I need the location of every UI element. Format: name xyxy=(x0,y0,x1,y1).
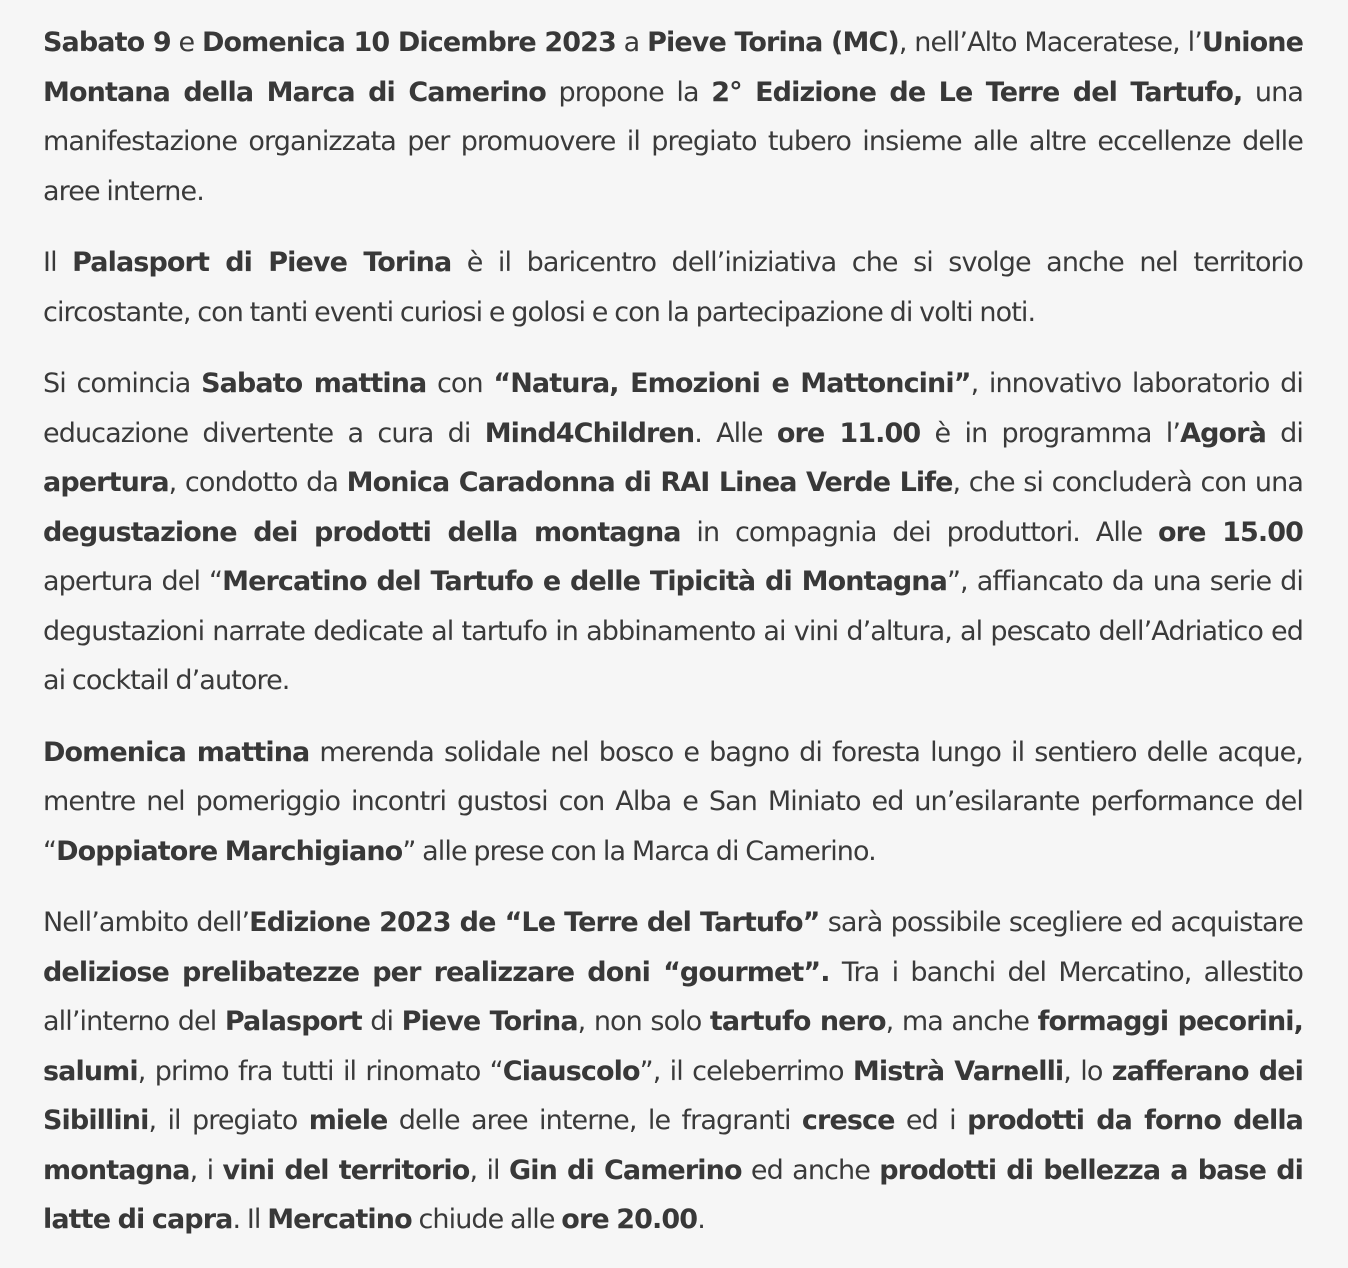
emphasis-text: Domenica 10 Dicembre 2023 xyxy=(202,27,616,58)
emphasis-text: Agorà xyxy=(1180,417,1266,449)
emphasis-text: Pieve Torina xyxy=(401,1006,578,1037)
body-text: è il baricentro dell’iniziativa che si svolge anche nel territorio circostante, con tanti eventi curiosi e golosi e con la partecipazione di volti noti. xyxy=(43,247,1303,328)
body-text: Il xyxy=(43,247,73,278)
emphasis-text: Ciauscolo xyxy=(502,1055,640,1087)
body-text: apertura del “ xyxy=(43,566,223,597)
paragraph-intro xyxy=(43,18,1303,216)
paragraph-sunday xyxy=(43,728,1303,877)
emphasis-text: Mercatino del Tartufo e delle Tipicità di Montagna xyxy=(222,566,947,597)
body-text: ed anche xyxy=(741,1154,880,1186)
body-text: ”, il celeberrimo xyxy=(639,1055,853,1087)
body-text: di xyxy=(1265,417,1303,449)
body-text: , condotto da xyxy=(168,467,347,498)
body-text: con xyxy=(426,368,494,399)
body-text: Si comincia xyxy=(43,368,202,399)
emphasis-text: miele xyxy=(308,1105,388,1136)
body-text: , il xyxy=(469,1154,509,1186)
emphasis-text: Sabato mattina xyxy=(201,368,427,399)
body-text: , primo fra tutti il rinomato “ xyxy=(137,1055,503,1087)
body-text: in compagnia dei produttori. Alle xyxy=(680,516,1159,548)
emphasis-text: deliziose prelibatezze per realizzare doni “gourmet”. xyxy=(43,956,830,988)
body-text: a xyxy=(615,27,648,58)
body-text: , ma anche xyxy=(885,1006,1038,1037)
body-text: delle aree interne, le fragranti xyxy=(387,1105,802,1136)
emphasis-text: Palasport xyxy=(224,1006,362,1037)
body-text: sarà possibile scegliere ed acquistare xyxy=(819,907,1303,938)
body-text: , che si concluderà con una xyxy=(952,467,1303,498)
body-text: una manifestazione organizzata per promuovere il pregiato tubero insieme alle altre eccellenze delle aree interne. xyxy=(43,76,1304,207)
paragraph-mercatino xyxy=(43,898,1303,1245)
emphasis-text: prodotti da forno della montagna xyxy=(43,1105,1304,1186)
body-text: Tra i banchi del Mercatino, allestito all’interno del xyxy=(43,956,1304,1037)
body-text: , lo xyxy=(1063,1055,1112,1087)
emphasis-text: prodotti di bellezza a base di latte di capra xyxy=(43,1154,1303,1235)
emphasis-text: Palasport di Pieve Torina xyxy=(72,247,452,278)
emphasis-text: Sabato 9 xyxy=(43,27,171,58)
emphasis-text: apertura xyxy=(43,467,169,498)
emphasis-text: degustazione dei prodotti della montagna xyxy=(43,516,681,548)
emphasis-text: Unione Montana della Marca di Camerino xyxy=(43,27,1304,108)
emphasis-text: zafferano dei Sibillini xyxy=(43,1055,1303,1136)
emphasis-text: ore 15.00 xyxy=(1158,516,1303,548)
body-text: e xyxy=(170,27,203,58)
body-text: ”, affiancato da una serie di degustazioni narrate dedicate al tartufo in abbinamento ai vini d’altura, al pescato dell’Adriatico ed ai cocktail d’autore. xyxy=(43,566,1303,696)
body-text: . Il xyxy=(232,1204,268,1235)
body-text: chiude alle xyxy=(411,1204,562,1235)
paragraph-palasport xyxy=(43,238,1303,337)
emphasis-text: ore 20.00 xyxy=(561,1204,698,1235)
article-body xyxy=(43,18,1303,1267)
emphasis-text: tartufo nero xyxy=(709,1006,886,1037)
paragraph-saturday xyxy=(43,359,1303,706)
body-text: è in programma l’ xyxy=(920,417,1181,449)
emphasis-text: Monica Caradonna di RAI Linea Verde Life xyxy=(346,467,953,498)
emphasis-text: Pieve Torina (MC) xyxy=(647,27,899,58)
emphasis-text: Mistrà Varnelli xyxy=(852,1055,1064,1087)
body-text: propone la xyxy=(545,76,712,108)
body-text: . Alle xyxy=(694,417,777,449)
body-text: ed i xyxy=(894,1105,968,1136)
emphasis-text: ore 11.00 xyxy=(776,417,921,449)
emphasis-text: Gin di Camerino xyxy=(508,1154,742,1186)
body-text: , nell’Alto Maceratese, l’ xyxy=(898,27,1202,58)
body-text: , i xyxy=(189,1154,223,1186)
emphasis-text: Mercatino xyxy=(267,1204,412,1235)
emphasis-text: Mind4Children xyxy=(484,417,695,449)
body-text: , innovativo laboratorio di educazione divertente a cura di xyxy=(43,368,1303,449)
emphasis-text: Domenica mattina xyxy=(43,736,310,768)
emphasis-text: vini del territorio xyxy=(222,1154,470,1186)
emphasis-text: “Natura, Emozioni e Mattoncini” xyxy=(493,368,971,399)
body-text: , il pregiato xyxy=(148,1105,309,1136)
emphasis-text: cresce xyxy=(801,1105,895,1136)
body-text: . xyxy=(697,1204,705,1235)
body-text: merenda solidale nel bosco e bagno di foresta lungo il sentiero delle acque, mentre nel pomeriggio incontri gustosi con Alba e San Miniato ed un’esilarante performance del “ xyxy=(43,736,1303,867)
emphasis-text: Edizione 2023 de “Le Terre del Tartufo” xyxy=(249,907,820,938)
body-text: di xyxy=(361,1006,402,1037)
body-text: Nell’ambito dell’ xyxy=(43,907,250,938)
emphasis-text: 2° Edizione de Le Terre del Tartufo, xyxy=(711,76,1243,108)
body-text: , non solo xyxy=(577,1006,710,1037)
body-text: ” alle prese con la Marca di Camerino. xyxy=(402,835,876,867)
emphasis-text: formaggi pecorini, salumi xyxy=(43,1006,1304,1087)
emphasis-text: Doppiatore Marchigiano xyxy=(56,835,403,867)
